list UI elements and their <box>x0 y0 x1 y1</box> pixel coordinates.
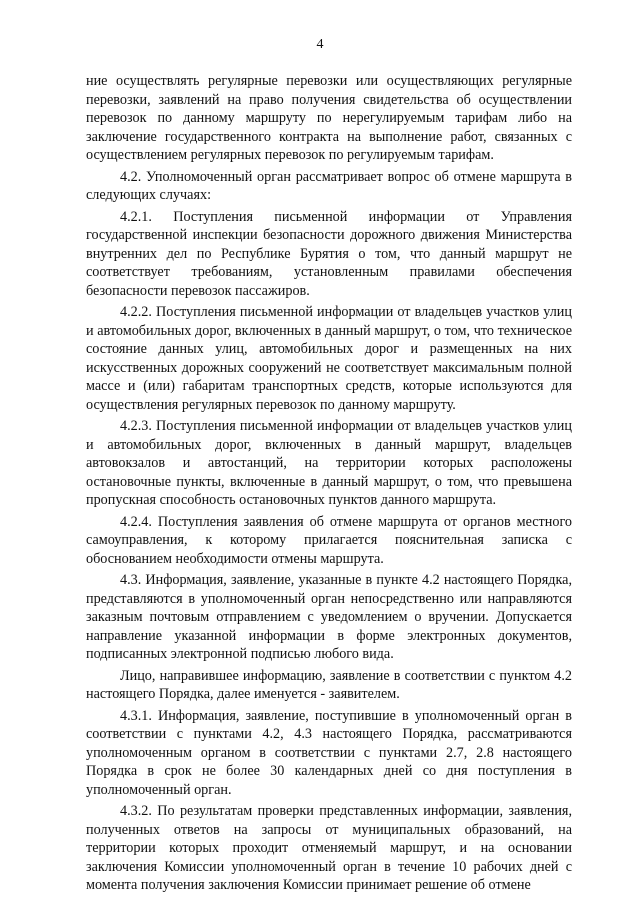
paragraph-4-2-3: 4.2.3. Поступления письменной информации от владельцев участков улиц и автомобильных дорог, включенных в данный маршрут, владельцев автовокзалов и автостанций, на территории которых расположены остановочные пункты, включенные в данный маршрут, о том, что превышена пропускная способность остановочных пунктов данного маршрута. <box>86 418 572 508</box>
paragraph-4-3: 4.3. Информация, заявление, указанные в пункте 4.2 настоящего Порядка, представляются в уполномоченный орган непосредственно или направляются заказным почтовым отправлением с уведомлением о вручении. Допускается направление указанной информации в форме электронных документов, подписанных электронной подписью любого вида. <box>86 572 572 662</box>
paragraph-4-3-1: 4.3.1. Информация, заявление, поступившие в уполномоченный орган в соответствии с пунктами 4.2, 4.3 настоящего Порядка, рассматриваются уполномоченным органом в соответствии с пунктами 2.7, 2.8 настоящего Порядка в срок не более 30 календарных дней со дня поступления в уполномоченный орган. <box>86 707 572 798</box>
paragraph-applicant-definition: Лицо, направившее информацию, заявление в соответствии с пунктом 4.2 настоящего Порядка, далее именуется - заявителем. <box>86 667 572 702</box>
paragraph-4-2-2: 4.2.2. Поступления письменной информации от владельцев участков улиц и автомобильных дорог, включенных в данный маршрут, о том, что техническое состояние данных улиц, автомобильных дорог и размещенных на них искусственных дорожных сооружений не соответствует максимальным полной массе и (или) габаритам транспортных средств, которые используются для осуществления регулярных перевозок по данному маршруту. <box>86 304 572 413</box>
paragraph-4-2-1: 4.2.1. Поступления письменной информации от Управления государственной инспекции безопасности дорожного движения Министерства внутренних дел по Республике Бурятия о том, что данный маршрут не соответствует требованиям, установленным правилами обеспечения безопасности перевозок пассажиров. <box>86 208 572 299</box>
paragraph-4-2-4: 4.2.4. Поступления заявления об отмене маршрута от органов местного самоуправления, к которому прилагается пояснительная записка с обоснованием необходимости отмены маршрута. <box>86 513 572 567</box>
document-body <box>86 72 572 898</box>
paragraph-4-2: 4.2. Уполномоченный орган рассматривает вопрос об отмене маршрута в следующих случаях: <box>86 168 572 203</box>
paragraph-continuation: ние осуществлять регулярные перевозки или осуществляющих регулярные перевозки, заявлений на право получения свидетельства об осуществлении перевозок по данному маршруту по нерегулируемым тарифам либо на заключение государственного контракта на выполнение работ, связанных с осуществлением регулярных перевозок по регулируемым тарифам. <box>86 73 572 163</box>
paragraph-4-3-2: 4.3.2. По результатам проверки представленных информации, заявления, полученных ответов на запросы от муниципальных образований, на территории которых проходит отменяемый маршрут, и на основании заключения Комиссии уполномоченный орган в течение 10 рабочих дней с момента получения заключения Комиссии принимает решение об отмене <box>86 803 572 893</box>
page-number: 4 <box>316 37 324 52</box>
